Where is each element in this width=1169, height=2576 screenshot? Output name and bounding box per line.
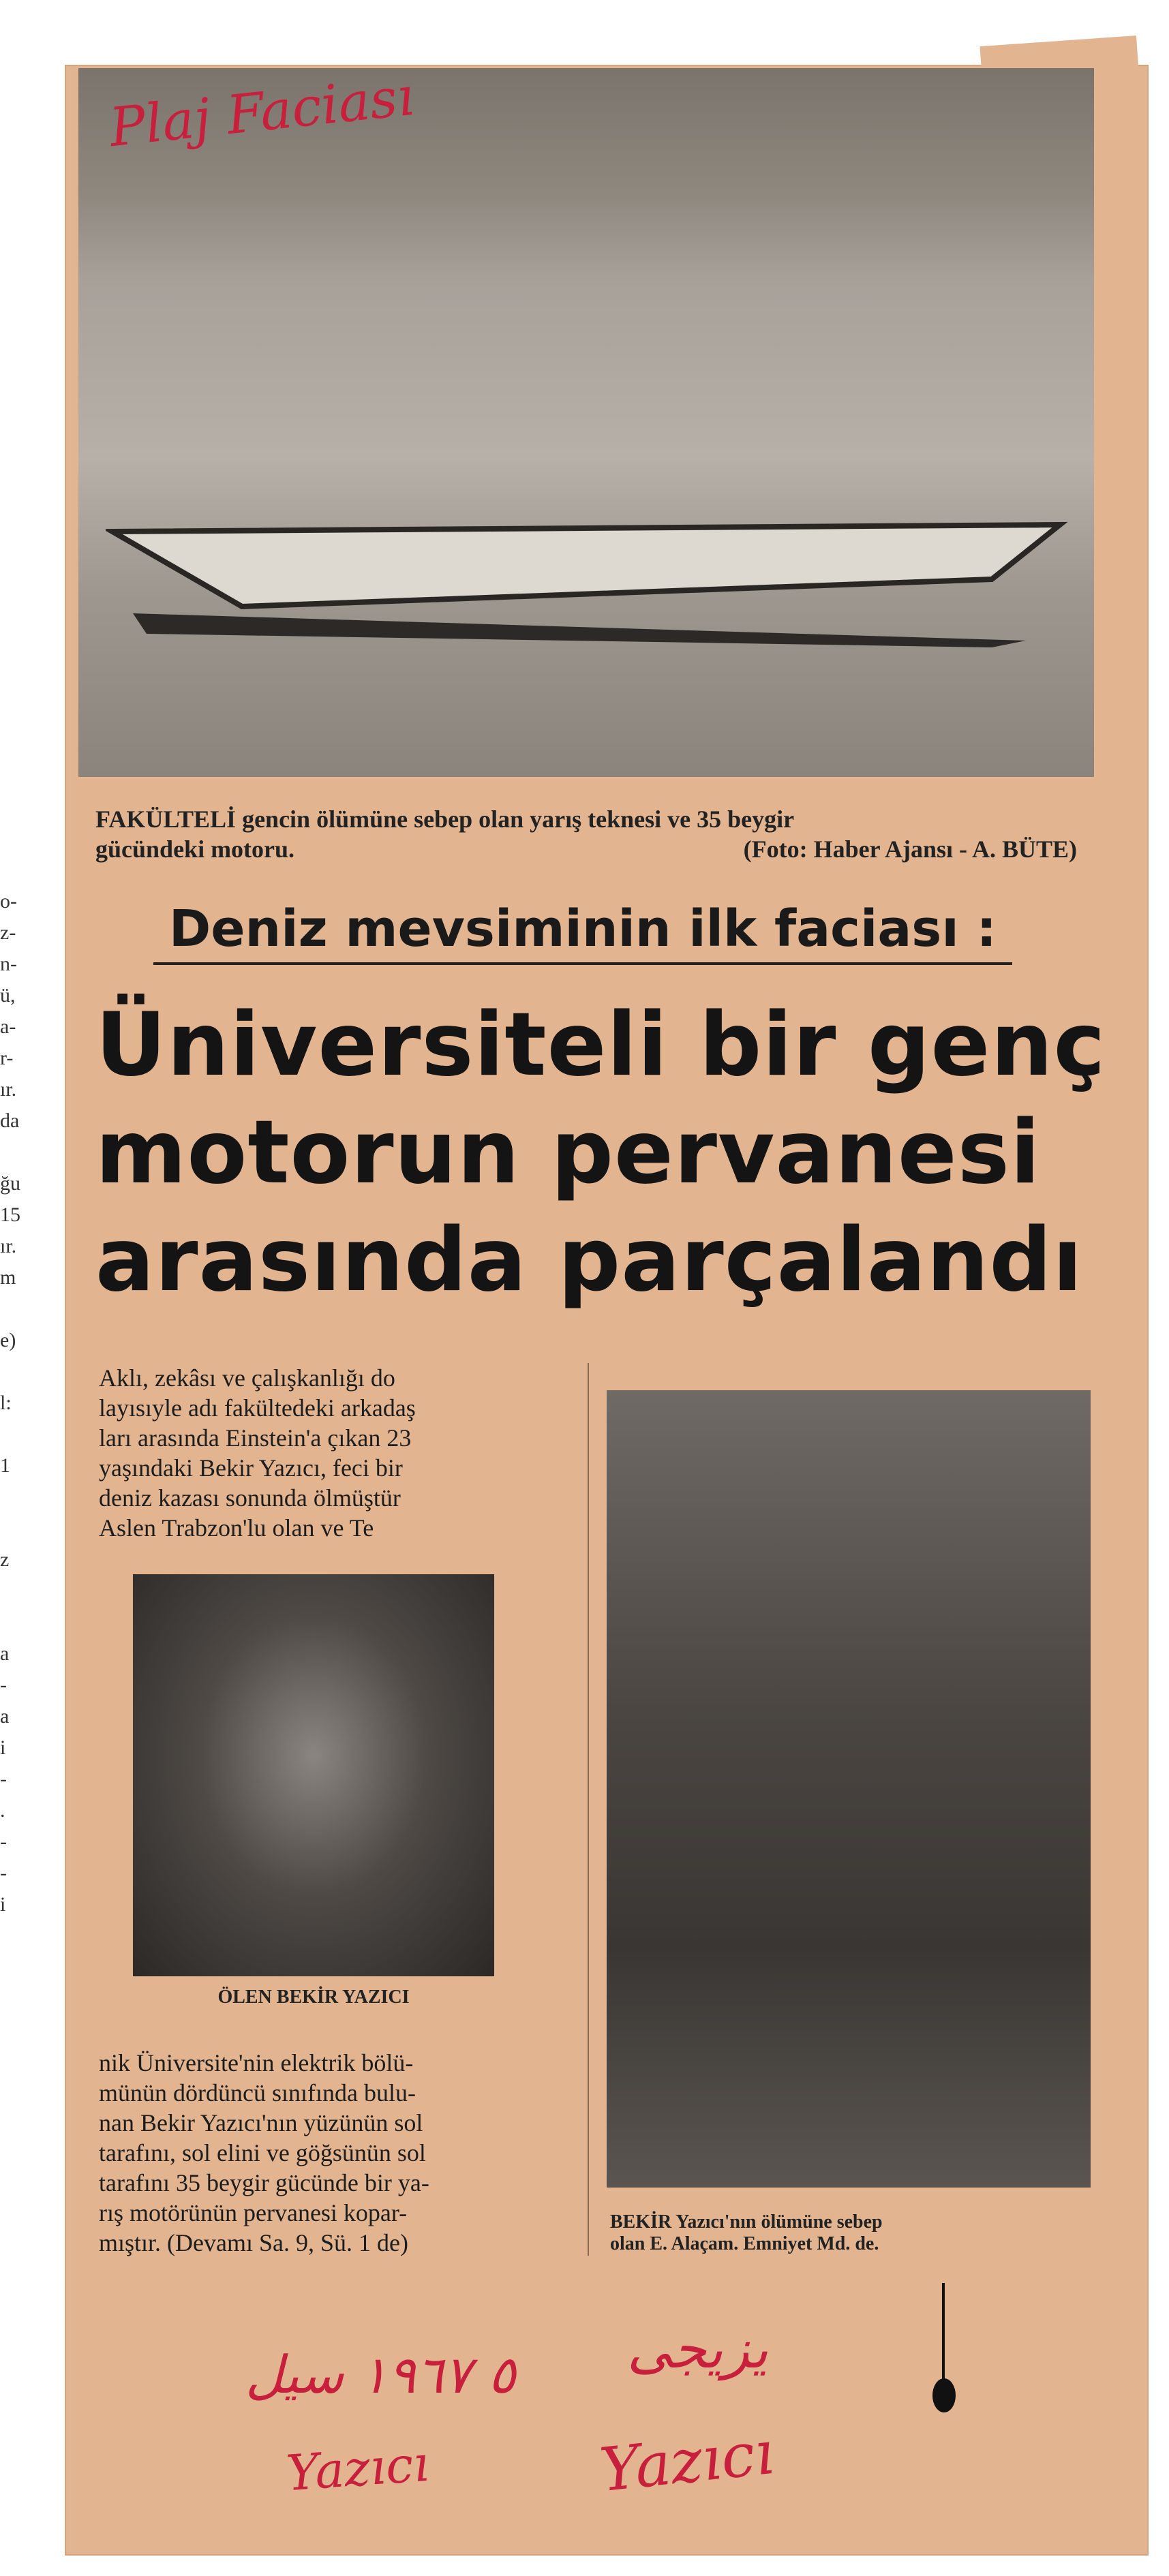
column-divider	[588, 1363, 589, 2256]
edge-fragment: -	[0, 1862, 7, 1884]
body-line: münün dördüncü sınıfında bulu-	[99, 2079, 416, 2106]
race-boat-illustration	[106, 477, 1094, 647]
article-body-top	[99, 1363, 569, 1543]
main-headline	[95, 992, 1106, 1315]
portrait-photo-bekir-yazici	[133, 1574, 494, 1976]
headline-line-1: Üniversiteli bir genç	[95, 994, 1106, 1096]
kicker-heading: Deniz mevsiminin ilk faciası :	[153, 900, 1012, 965]
edge-fragment: a-	[0, 1015, 16, 1038]
photo2-caption-line1: BEKİR Yazıcı'nın ölümüne sebep	[610, 2211, 883, 2233]
photo-caption-line2	[95, 834, 1077, 864]
edge-fragment: r-	[0, 1047, 14, 1069]
portrait-caption: ÖLEN BEKİR YAZICI	[217, 1987, 410, 2008]
body-line: Aklı, zekâsı ve çalışkanlığı do	[99, 1364, 395, 1392]
handwritten-arabic-note: ﻳﺰﻳﺠﻰ	[627, 2317, 768, 2380]
body-line: tarafını 35 beygir gücünde bir ya-	[99, 2169, 429, 2196]
body-line: yaşındaki Bekir Yazıcı, feci bir	[99, 1454, 403, 1482]
photo-caption-line1: FAKÜLTELİ gencin ölümüne sebep olan yarış teknesi ve 35 beygir	[95, 806, 795, 833]
body-line: tarafını, sol elini ve göğsünün sol	[99, 2139, 426, 2166]
photo-caption-line2-left: gücündeki motoru.	[95, 835, 295, 863]
body-line: nik Üniversite'nin elektrik bölü-	[99, 2049, 414, 2076]
handwritten-signature-2: Yazıcı	[596, 2417, 778, 2506]
edge-fragment: e)	[0, 1329, 16, 1351]
edge-fragment: l:	[0, 1392, 12, 1414]
handwritten-signature-1: Yazıcı	[284, 2434, 431, 2502]
edge-fragment: i	[0, 1736, 6, 1759]
body-line: nan Bekir Yazıcı'nın yüzünün sol	[99, 2109, 423, 2136]
edge-fragment: a	[0, 1705, 10, 1728]
ink-blot	[932, 2378, 956, 2412]
edge-fragment: -	[0, 1768, 7, 1790]
headline-line-3: arasında parçalandı	[95, 1210, 1083, 1311]
handwritten-date: ٥ ١٩٦٧ ﺳﻴﻞ	[245, 2344, 516, 2405]
edge-fragment	[0, 1482, 75, 1513]
edge-fragment	[0, 1293, 75, 1325]
body-line: layısıyle adı fakültedeki arkadaş	[99, 1394, 416, 1422]
edge-fragment: z	[0, 1548, 10, 1571]
edge-fragment: m	[0, 1266, 16, 1289]
photo-caption-credit: (Foto: Haber Ajansı - A. BÜTE)	[743, 835, 1077, 863]
headline-line-2: motorun pervanesi	[95, 1102, 1041, 1203]
photo2-caption	[610, 2211, 1094, 2255]
edge-fragment: a	[0, 1642, 10, 1665]
edge-fragment: ır.	[0, 1235, 17, 1257]
edge-fragment	[0, 1356, 75, 1387]
edge-fragment: -	[0, 1674, 7, 1696]
edge-fragment	[0, 1607, 75, 1638]
edge-fragment	[0, 1419, 75, 1450]
photo2-caption-line2: olan E. Alaçam. Emniyet Md. de.	[610, 2233, 879, 2254]
body-line: Aslen Trabzon'lu olan ve Te	[99, 1514, 374, 1542]
ink-line	[942, 2283, 945, 2385]
edge-fragment: ü,	[0, 984, 16, 1007]
photo-suspect-alacam	[607, 1390, 1091, 2188]
article-body-bottom	[99, 2048, 569, 2258]
edge-fragment	[0, 1576, 75, 1607]
edge-fragment: da	[0, 1109, 20, 1132]
edge-fragment: 1	[0, 1454, 10, 1477]
edge-fragment: .	[0, 1799, 5, 1822]
body-line: ları arasında Einstein'a çıkan 23	[99, 1424, 412, 1452]
edge-fragment	[0, 1137, 75, 1168]
edge-fragment: z-	[0, 921, 16, 944]
edge-fragment: -	[0, 1830, 7, 1853]
body-line: mıştır. (Devamı Sa. 9, Sü. 1 de)	[99, 2229, 408, 2256]
edge-fragment: ğu	[0, 1172, 20, 1195]
photo-caption	[95, 804, 1077, 864]
edge-fragment: o-	[0, 890, 17, 913]
edge-fragment: i	[0, 1893, 6, 1916]
edge-fragment	[0, 1513, 75, 1544]
edge-fragment: 15	[0, 1203, 20, 1226]
adjacent-column-fragments	[0, 886, 75, 2044]
body-line: rış motörünün pervanesi kopar-	[99, 2199, 408, 2226]
edge-fragment: ır.	[0, 1078, 17, 1101]
handwritten-top-note: Plaj Faciası	[106, 65, 417, 159]
beach-boat-photo	[78, 65, 1094, 777]
edge-fragment: n-	[0, 953, 17, 975]
body-line: deniz kazası sonunda ölmüştür	[99, 1484, 401, 1512]
